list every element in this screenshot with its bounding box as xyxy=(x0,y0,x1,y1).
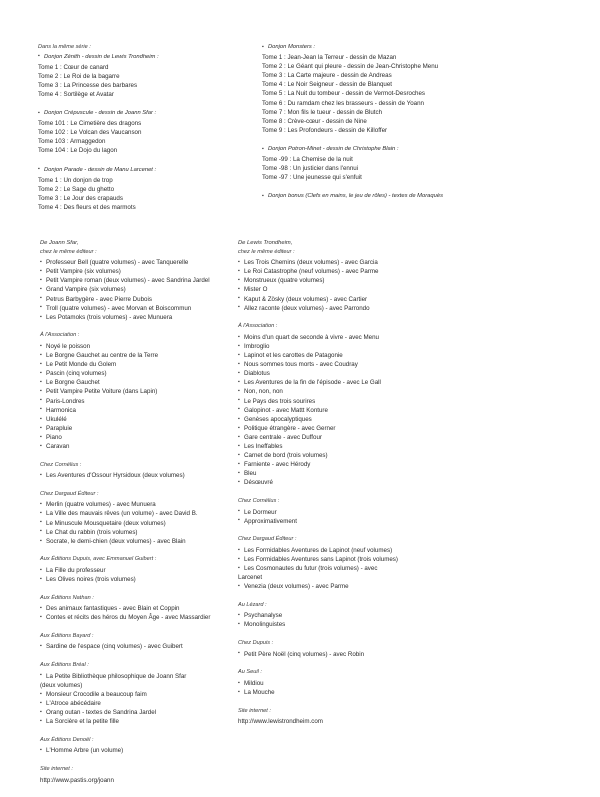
bibliography-item: ▪ Caravan xyxy=(40,442,240,451)
series-volume-entry: Tome 3 : La Carte majeure - dessin de Andreas xyxy=(262,72,392,80)
series-group-heading: ▪ Donjon Potron-Minet - dessin de Christophe Blain : xyxy=(262,145,562,154)
website-block xyxy=(238,707,453,727)
series-volume-entry: Tome -99 : La Chemise de la nuit xyxy=(262,156,353,164)
publisher-name: Chez Dupuis : xyxy=(238,640,274,647)
website-url[interactable]: http://www.pastis.org/joann xyxy=(40,776,114,784)
publisher-group xyxy=(40,594,240,623)
publisher-group xyxy=(40,736,240,756)
publisher-name: Au Lézard : xyxy=(238,601,267,608)
website-label: Site internet : xyxy=(238,707,271,714)
bibliography-item: ▪ Les Aventures d'Ossour Hyrsidoux (deux volumes) xyxy=(40,471,240,480)
bibliography-item: ▪ Les Potamoks (trois volumes) - avec Munuera xyxy=(40,313,240,322)
publisher-title-list xyxy=(40,500,240,545)
bibliography-item: ▪ Le Borgne Gauchet xyxy=(40,378,240,387)
bibliography-item: ▪ Galopinot - avec Mattt Konture xyxy=(238,406,453,415)
series-volume-entry: Tome 2 : Le Roi de la bagarre xyxy=(38,72,120,80)
publisher-title-list xyxy=(238,650,453,659)
publisher-group xyxy=(40,331,240,451)
series-volume-entry: Tome 2 : Le Sage du ghetto xyxy=(38,185,115,193)
bibliography-item: ▪ Venezia (deux volumes) - avec Parme xyxy=(238,582,453,591)
bibliography-item: ▪ Monolinguistes xyxy=(238,620,453,629)
bibliography-item: ▪ Merlin (quatre volumes) - avec Munuera xyxy=(40,500,240,509)
website-label: Site internet : xyxy=(40,765,73,772)
publisher-name: Chez Dargaud Éditeur : xyxy=(40,490,99,497)
series-volume-entry: Tome -97 : Une jeunesse qui s'enfuit xyxy=(262,174,362,182)
publisher-title-list xyxy=(40,746,240,755)
publisher-name: Aux Éditions Dupuis, avec Emmanuel Guibert : xyxy=(40,556,157,563)
publisher-title-list xyxy=(238,508,453,526)
series-volume-entry: Tome 101 : Le Cimetière des dragons xyxy=(38,120,142,128)
author-same-publisher-label: chez le même éditeur : xyxy=(40,248,97,255)
series-group-heading: ▪ Donjon Zénith - dessin de Lewis Trondheim : xyxy=(38,53,243,62)
bibliography-item: ▪ Les Trois Chemins (deux volumes) - avec Garcia xyxy=(238,258,453,267)
bibliography-item: ▪ Imbroglio xyxy=(238,342,453,351)
series-volume-entry: Tome 4 : Des fleurs et des marmots xyxy=(38,203,136,211)
bibliography-item: ▪ La Petite Bibliothèque philosophique de Joann Sfar xyxy=(40,672,240,681)
publisher-name: Aux Éditions Denoël : xyxy=(40,736,94,743)
series-group xyxy=(38,53,243,99)
publisher-group xyxy=(40,555,240,584)
bibliography-item: ▪ Le Petit Monde du Golem xyxy=(40,360,240,369)
bibliography-item: ▪ Gare centrale - avec Duffour xyxy=(238,433,453,442)
bibliography-item: ▪ Moins d'un quart de seconde à vivre - avec Menu xyxy=(238,333,453,342)
bibliography-item: ▪ Petit Vampire (six volumes) xyxy=(40,267,240,276)
bibliography-item: ▪ Sardine de l'espace (cinq volumes) - avec Guibert xyxy=(40,642,240,651)
publisher-title-list xyxy=(238,611,453,629)
bibliography-item: ▪ Monsieur Crocodile a beaucoup faim xyxy=(40,690,240,699)
series-volume-entry: Tome -98 : Un justicier dans l'ennui xyxy=(262,165,359,173)
publisher-group xyxy=(40,632,240,652)
bibliography-item: ▪ Monstrueux (quatre volumes) xyxy=(238,276,453,285)
bibliography-item: ▪ Lapinot et les carottes de Patagonie xyxy=(238,351,453,360)
bibliography-item: ▪ Paris-Londres xyxy=(40,397,240,406)
series-volume-entry: Tome 4 : Le Noir Seigneur - dessin de Blanquet xyxy=(262,81,393,89)
bibliography-item: ▪ Les Formidables Aventures sans Lapinot (trois volumes) xyxy=(238,555,453,564)
author-heading-block xyxy=(40,239,240,322)
series-intro-block xyxy=(38,43,243,52)
series-group-heading: ▪ Donjon Monsters : xyxy=(262,43,562,52)
publisher-name: Aux Éditions Nathan : xyxy=(40,594,94,601)
publisher-groups xyxy=(238,322,453,697)
bibliography-item: ▪ Le Pays des trois sourires xyxy=(238,397,453,406)
bibliography-item: ▪ Le Dormeur xyxy=(238,508,453,517)
author-same-publisher-label: chez le même éditeur : xyxy=(238,248,295,255)
publisher-title-list xyxy=(238,546,453,591)
author-name: De Lewis Trondheim, xyxy=(238,240,293,246)
series-group-heading: ▪ Donjon Crépuscule - dessin de Joann Sfar : xyxy=(38,109,243,118)
author-name: De Joann Sfar, xyxy=(40,240,79,246)
series-volume-entry: Tome 1 : Jean-Jean la Terreur - dessin de Mazan xyxy=(262,54,397,62)
bibliography-item: ▪ La Fille du professeur xyxy=(40,566,240,575)
publisher-group xyxy=(40,490,240,546)
series-intro-label: Dans la même série : xyxy=(38,44,91,50)
author-heading-block xyxy=(238,239,453,313)
publisher-name: Chez Dargaud Éditeur : xyxy=(238,536,297,543)
publisher-group xyxy=(238,601,453,630)
bibliography-item: ▪ Mister O xyxy=(238,285,453,294)
series-volume-entry: Tome 8 : Crève-cœur - dessin de Nine xyxy=(262,117,367,125)
publisher-name: Chez Cornélius : xyxy=(238,497,280,504)
publisher-group xyxy=(40,661,240,726)
publisher-title-list xyxy=(238,679,453,697)
publisher-title-list xyxy=(40,642,240,651)
bibliography-item: ▪ Les Formidables Aventures de Lapinot (neuf volumes) xyxy=(238,546,453,555)
bibliography-item: ▪ Allez raconte (deux volumes) - avec Parrondo xyxy=(238,304,453,313)
bibliography-item: ▪ Bleu xyxy=(238,469,453,478)
publisher-title-list xyxy=(40,342,240,451)
bibliography-item: ▪ Désœuvré xyxy=(238,478,453,487)
bibliography-item: ▪ Petit Vampire Petite Voiture (dans Lapin) xyxy=(40,387,240,396)
same-publisher-list xyxy=(40,258,240,322)
bibliography-item: ▪ Politique étrangère - avec Gerner xyxy=(238,424,453,433)
series-volume-entry: Tome 9 : Les Profondeurs - dessin de Killoffer xyxy=(262,126,388,134)
bibliography-item: ▪ Kaput & Zösky (deux volumes) - avec Cartier xyxy=(238,295,453,304)
bibliography-item: ▪ Psychanalyse xyxy=(238,611,453,620)
series-right-groups xyxy=(262,43,562,201)
bibliography-item: ▪ La Sorcière et la petite fille xyxy=(40,717,240,726)
series-volume-entry: Tome 5 : La Nuit du tombeur - dessin de Vermot-Desroches xyxy=(262,90,426,98)
publisher-name: Au Seuil : xyxy=(238,669,262,676)
series-group xyxy=(262,192,562,201)
series-group-heading: ▪ Donjon bonus (Clefs en mains, le jeu de rôles) - textes de Moraquès xyxy=(262,192,562,201)
bibliography-item: ▪ Petit Vampire roman (deux volumes) - avec Sandrina Jardel xyxy=(40,276,240,285)
bibliography-item: ▪ Les Aventures de la fin de l'épisode - avec Le Gall xyxy=(238,378,453,387)
bibliography-item: ▪ L'Atroce abécédaire xyxy=(40,699,240,708)
series-group xyxy=(262,145,562,182)
website-block xyxy=(40,765,240,785)
bibliography-item: (deux volumes) xyxy=(40,681,83,689)
publisher-group xyxy=(238,639,453,659)
publisher-title-list xyxy=(238,333,453,488)
same-publisher-list xyxy=(238,258,453,313)
bibliography-item: ▪ Socrate, le demi-chien (deux volumes) - avec Blain xyxy=(40,537,240,546)
publisher-name: À l'Association : xyxy=(238,323,278,330)
bibliography-item: ▪ Les Olives noires (trois volumes) xyxy=(40,575,240,584)
bibliography-item: ▪ La Ville des mauvais rêves (un volume) - avec David B. xyxy=(40,509,240,518)
series-volume-entry: Tome 103 : Armaggedon xyxy=(38,138,106,146)
bibliography-item: ▪ Le Chat du rabbin (trois volumes) xyxy=(40,528,240,537)
series-volume-entry: Tome 6 : Du ramdam chez les brasseurs - dessin de Yoann xyxy=(262,99,424,107)
bibliography-item: ▪ Non, non, non xyxy=(238,387,453,396)
publisher-title-list xyxy=(40,604,240,622)
series-volume-entry: Tome 2 : Le Géant qui pleure - dessin de Jean-Christophe Menu xyxy=(262,63,439,71)
publisher-groups xyxy=(40,331,240,755)
bibliography-item: ▪ Mildiou xyxy=(238,679,453,688)
publisher-name: Aux Éditions Bréal : xyxy=(40,662,89,669)
series-volume-entry: Tome 104 : Le Dojo du lagon xyxy=(38,147,118,155)
series-group xyxy=(38,109,243,155)
publisher-name: Chez Cornélius : xyxy=(40,461,82,468)
publisher-group xyxy=(238,322,453,487)
series-volume-entry: Tome 3 : La Princesse des barbares xyxy=(38,81,138,89)
bibliography-item: Larcenet xyxy=(238,574,263,582)
bibliography-item: ▪ Approximativement xyxy=(238,517,453,526)
bibliography-item: ▪ Ukulélé xyxy=(40,415,240,424)
bibliography-item: ▪ Le Borgne Gauchet au centre de la Terre xyxy=(40,351,240,360)
bibliography-item: ▪ Noyé le poisson xyxy=(40,342,240,351)
publisher-name: À l'Association : xyxy=(40,332,80,339)
series-left-groups xyxy=(38,53,243,212)
bibliography-item: ▪ La Mouche xyxy=(238,688,453,697)
series-group xyxy=(38,166,243,212)
series-volume-entry: Tome 1 : Un donjon de trop xyxy=(38,176,113,184)
series-volume-entry: Tome 102 : Le Volcan des Vaucanson xyxy=(38,129,142,137)
publisher-group xyxy=(238,535,453,591)
bibliography-item: ▪ Les Cosmonautes du futur (trois volumes) - avec xyxy=(238,564,453,573)
bibliography-item: ▪ Pascin (cinq volumes) xyxy=(40,369,240,378)
series-volume-entry: Tome 1 : Cœur de canard xyxy=(38,63,109,71)
bibliography-item: ▪ Farniente - avec Hérody xyxy=(238,460,453,469)
bibliography-item: ▪ Genèses apocalyptiques xyxy=(238,415,453,424)
bibliography-item: ▪ L'Homme Arbre (un volume) xyxy=(40,746,240,755)
publisher-group xyxy=(238,497,453,526)
bibliography-item: ▪ Parapluie xyxy=(40,424,240,433)
bibliography-item: ▪ Grand Vampire (six volumes) xyxy=(40,285,240,294)
publisher-title-list xyxy=(40,566,240,584)
bibliography-item: ▪ Troll (quatre volumes) - avec Morvan et Boiscommun xyxy=(40,304,240,313)
publisher-name: Aux Éditions Bayard : xyxy=(40,632,94,639)
bibliography-item: ▪ Harmonica xyxy=(40,406,240,415)
website-url[interactable]: http://www.lewistrondheim.com xyxy=(238,718,323,726)
series-right-column xyxy=(262,43,562,211)
bibliography-item: ▪ Les Ineffables xyxy=(238,442,453,451)
bibliography-item: ▪ Orang outan - textes de Sandrina Jardel xyxy=(40,708,240,717)
bibliography-item: ▪ Petrus Barbygère - avec Pierre Dubois xyxy=(40,295,240,304)
series-group-heading: ▪ Donjon Parade - dessin de Manu Larcenet : xyxy=(38,166,243,175)
publisher-group xyxy=(238,668,453,697)
bibliography-item: ▪ Petit Père Noël (cinq volumes) - avec Robin xyxy=(238,650,453,659)
bibliography-item: ▪ Diablotus xyxy=(238,369,453,378)
bibliography-item: ▪ Le Minuscule Mousquetaire (deux volumes) xyxy=(40,519,240,528)
series-volume-entry: Tome 7 : Mon fils le tueur - dessin de Blutch xyxy=(262,108,383,116)
bibliography-item: ▪ Carnet de bord (trois volumes) xyxy=(238,451,453,460)
bibliography-item: ▪ Des animaux fantastiques - avec Blain et Coppin xyxy=(40,604,240,613)
series-left-column xyxy=(38,43,243,222)
publisher-group xyxy=(40,461,240,481)
publisher-title-list xyxy=(40,471,240,480)
series-volume-entry: Tome 3 : Le Jour des crapauds xyxy=(38,194,123,202)
bibliography-item: ▪ Le Roi Catastrophe (neuf volumes) - avec Parme xyxy=(238,267,453,276)
publisher-title-list xyxy=(40,672,240,727)
bibliography-item: ▪ Piano xyxy=(40,433,240,442)
bibliography-item: ▪ Contes et récits des héros du Moyen Âge - avec Massardier xyxy=(40,613,240,622)
series-volume-entry: Tome 4 : Sortilège et Avatar xyxy=(38,90,114,98)
bibliography-lewis-trondheim xyxy=(238,239,453,736)
bibliography-joann-sfar xyxy=(40,239,240,794)
bibliography-item: ▪ Nous sommes tous morts - avec Coudray xyxy=(238,360,453,369)
bibliography-item: ▪ Professeur Bell (quatre volumes) - avec Tanquerelle xyxy=(40,258,240,267)
series-group xyxy=(262,43,562,135)
